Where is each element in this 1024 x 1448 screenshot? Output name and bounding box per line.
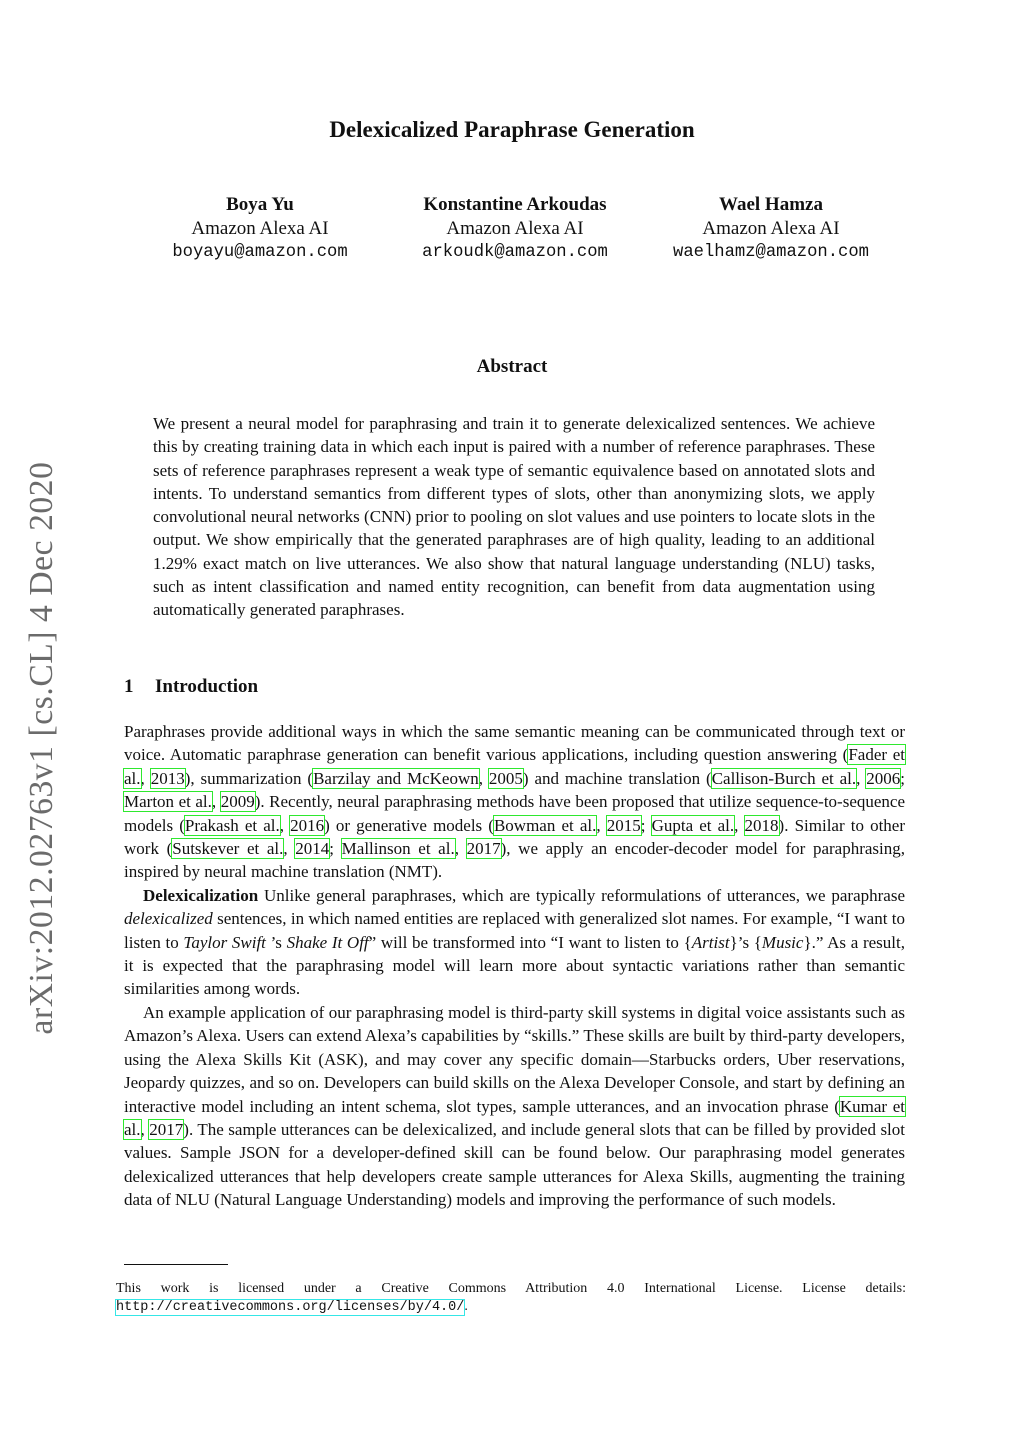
citation-link[interactable]: Sutskever et al. — [172, 839, 284, 859]
citation-link[interactable]: Mallinson et al. — [341, 839, 455, 859]
text-span: }.” As a result, it is expected that the paraphrasing model will learn more about syntactic variations rather than semantic similarities among words. — [124, 932, 905, 999]
text-span: ). Recently, neural paraphrasing methods have been proposed that utilize sequence-to-sequence models ( — [124, 792, 906, 835]
text-span: ” will be transformed into “I want to listen to { — [368, 932, 692, 952]
section-heading — [124, 676, 258, 698]
emphasis: Taylor Swift — [183, 932, 266, 952]
text-span: An example application of our paraphrasing model is third-party skill systems in digital voice assistants such as Amazon’s Alexa. Users can extend Alexa’s capabilities by “skills.” These skills are built by third-party developers, using the Alexa Skills Kit (ASK), and may cover any specific domain—Starbucks orders, Uber reservations, Jeopardy quizzes, and so on. Developers can build skills on the Alexa Developer Console, and start by defining an interactive model including an intent schema, slot types, sample utterances, and an invocation phrase ( — [124, 1002, 905, 1116]
author-name: Wael Hamza — [719, 194, 823, 215]
text-span: , — [279, 815, 291, 835]
text-span: Paraphrases provide additional ways in which the same semantic meaning can be communicated through text or voice. Automatic paraphrase generation can benefit various applications, including question answering ( — [124, 722, 905, 765]
author-email: boyayu@amazon.com — [172, 243, 348, 262]
text-span: ). The sample utterances can be delexicalized, and include general slots that can be filled by provided slot values. Sample JSON for a developer-defined skill can be found below. Our paraphrasing model generates delexicalized utterances that help developers create sample utterances for Alexa Skills, augmenting the training data of NLU (Natural Language Understanding) models and improving the performance of such models. — [124, 1119, 906, 1210]
license-url-link[interactable]: http://creativecommons.org/licenses/by/4.0/ — [116, 1300, 465, 1315]
citation-year-link[interactable]: 2017 — [466, 839, 501, 859]
citation-year-link[interactable]: 2018 — [744, 815, 779, 835]
citation-year-link[interactable]: 2017 — [149, 1119, 184, 1139]
author-block — [650, 193, 892, 265]
text-span: , — [140, 768, 151, 788]
citation-link[interactable]: Barzilay and McKeown — [313, 768, 479, 788]
author-email: waelhamz@amazon.com — [673, 243, 869, 262]
text-span: Unlike general paraphrases, which are typically reformulations of utterances, we paraphrase — [258, 885, 905, 905]
citation-link[interactable]: Marton et al. — [124, 792, 212, 812]
citation-year-link[interactable]: 2014 — [295, 839, 330, 859]
text-span: , — [140, 1119, 150, 1139]
text-span: , — [478, 768, 489, 788]
text-span: ) or generative models ( — [324, 815, 494, 835]
footnote-rule — [124, 1264, 228, 1265]
text-span: , — [734, 815, 745, 835]
abstract-text: We present a neural model for paraphrasing and train it to generate delexicalized sentences. We achieve this by creating training data in which each input is paired with a number of reference paraphrases. These sets of reference paraphrases represent a weak type of semantic equivalence based on annotated slots and intents. To understand semantics from different types of slots, other than anonymizing slots, we apply convolutional neural networks (CNN) prior to pooling on slot values and use pointers to locate slots in the output. We show empirically that the generated paraphrases are of high quality, leading to an additional 1.29% exact match on live utterances. We also show that natural language understanding (NLU) tasks, such as intent classification and named entity recognition, can benefit from data augmentation using automatically generated paraphrases. — [153, 414, 875, 620]
text-span: , — [211, 792, 221, 812]
emphasis: Shake It Off — [286, 932, 369, 952]
section-number: 1 — [124, 676, 134, 697]
text-span: ), summarization ( — [184, 768, 314, 788]
text-span: ). Similar to other work ( — [124, 815, 906, 859]
paragraph — [124, 720, 905, 884]
footnote-end: . — [464, 1299, 468, 1314]
text-span: ; — [640, 815, 652, 835]
emphasis: Music — [761, 932, 804, 952]
citation-link[interactable]: Callison-Burch et al. — [711, 768, 857, 788]
arxiv-sidebar-stamp — [23, 461, 82, 1035]
author-affiliation: Amazon Alexa AI — [702, 218, 840, 239]
citation-link[interactable]: Prakash et al. — [184, 815, 280, 835]
citation-year-link[interactable]: 2005 — [488, 768, 523, 788]
text-span: , — [454, 839, 467, 859]
section-title: Introduction — [155, 676, 259, 697]
citation-link[interactable]: Fader et al. — [124, 745, 905, 788]
citation-year-link[interactable]: 2016 — [290, 815, 325, 835]
footnote — [116, 1280, 906, 1317]
citation-link[interactable]: Gupta et al. — [651, 815, 735, 835]
text-span: ) and machine translation ( — [522, 768, 712, 788]
author-affiliation: Amazon Alexa AI — [191, 218, 329, 239]
author-name: Boya Yu — [226, 194, 294, 215]
text-span: sentences, in which named entities are replaced with generalized slot names. For example, “I want to listen to — [124, 909, 905, 952]
paragraph-lead: Delexicalization — [143, 885, 259, 905]
citation-link[interactable]: Bowman et al. — [493, 815, 597, 835]
emphasis: Artist — [691, 932, 730, 952]
citation-year-link[interactable]: 2006 — [866, 768, 901, 788]
text-span: ; — [329, 839, 342, 859]
text-span: }’s { — [729, 932, 762, 952]
text-span: , — [283, 839, 296, 859]
arxiv-identifier: arXiv:2012.02763v1 [cs.CL] 4 Dec 2020 — [23, 461, 60, 1035]
citation-year-link[interactable]: 2009 — [220, 792, 255, 812]
author-email: arkoudk@amazon.com — [422, 243, 608, 262]
author-affiliation: Amazon Alexa AI — [446, 218, 584, 239]
text-span: , — [856, 768, 867, 788]
footnote-text: This work is licensed under a Creative Commons Attribution 4.0 International License. License details: — [116, 1281, 906, 1296]
citation-link[interactable]: Kumar et al. — [124, 1096, 905, 1139]
paragraph — [124, 884, 905, 1001]
citation-year-link[interactable]: 2015 — [606, 815, 641, 835]
author-block — [140, 193, 380, 265]
author-block — [384, 193, 646, 265]
text-span: ’s — [265, 932, 287, 952]
abstract-heading: Abstract — [476, 356, 548, 377]
citation-year-link[interactable]: 2013 — [150, 768, 185, 788]
introduction-body — [124, 720, 905, 1212]
paragraph — [124, 1001, 905, 1212]
author-name: Konstantine Arkoudas — [423, 194, 607, 215]
emphasis: delexicalized — [124, 909, 213, 929]
text-span: ), we apply an encoder-decoder model for paraphrasing, inspired by neural machine translation (NMT). — [124, 839, 905, 882]
text-span: , — [596, 815, 607, 835]
text-span: ; — [900, 768, 906, 788]
paper-title: Delexicalized Paraphrase Generation — [329, 117, 695, 142]
